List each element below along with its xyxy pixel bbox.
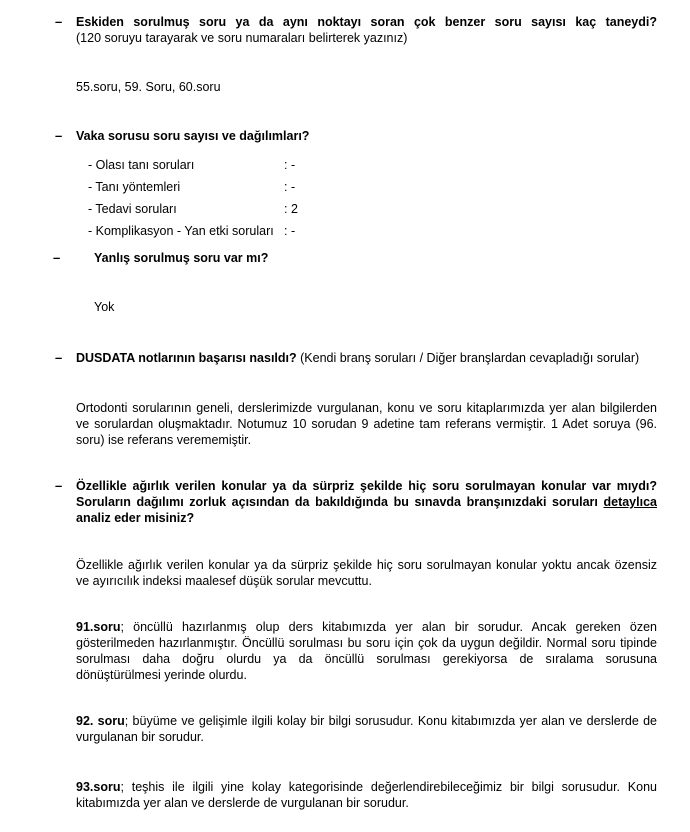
- analysis-line: dönüştürülmesi yerinde olurdu.: [76, 668, 247, 682]
- distribution-label: - Tedavi soruları: [88, 202, 177, 216]
- question-analysis-92: [76, 713, 657, 745]
- distribution-label: - Komplikasyon - Yan etki soruları: [88, 224, 274, 238]
- question-number: 92. soru: [76, 714, 125, 728]
- distribution-value: : 2: [284, 202, 298, 216]
- question-number: 91.soru: [76, 620, 121, 634]
- distribution-value: : -: [284, 158, 296, 172]
- answer-notes-success: [76, 400, 657, 448]
- emphasis-word: detaylıca: [603, 495, 657, 509]
- analysis-line: [76, 713, 657, 729]
- answer-repeated-questions: 55.soru, 59. Soru, 60.soru: [76, 80, 221, 94]
- question-wrong-questions: Yanlış sorulmuş soru var mı?: [94, 251, 269, 265]
- question-repeated-questions: Eskiden sorulmuş soru ya da aynı noktayı soran çok benzer soru sayısı kaç taneydi?: [76, 15, 657, 29]
- distribution-row: [88, 157, 295, 173]
- question-number: 93.soru: [76, 780, 121, 794]
- question-note: (Kendi branş soruları / Diğer branşlardan cevapladığı sorular): [296, 351, 640, 365]
- answer-line: ve ayırıcılık indeksi maalesef düşük sorular mevcuttu.: [76, 574, 372, 588]
- question-case-distribution: Vaka sorusu soru sayısı ve dağılımları?: [76, 129, 310, 143]
- question-analysis-93: [76, 779, 657, 811]
- answer-topic-distribution: [76, 557, 657, 589]
- bullet-dash: –: [55, 478, 63, 493]
- analysis-line: gösterilmeden hazırlanmıştır. Öncüllü sorulması bu soru için çok da uygun değildir. Normal soru tipinde: [76, 636, 657, 650]
- analysis-text: ; büyüme ve gelişimle ilgili kolay bir bilgi sorusudur. Konu kitabımızda yer alan ve derslerde de: [124, 714, 658, 728]
- question-line: [76, 494, 657, 510]
- analysis-line: [76, 619, 657, 635]
- answer-line: Ortodonti sorularının geneli, derslerimizde vurgulanan, konu ve soru kitaplarımızda yer alan bilgilerden: [76, 401, 657, 415]
- question-line: analiz eder misiniz?: [76, 511, 195, 525]
- analysis-text: ; öncüllü hazırlanmış olup ders kitabımızda yer alan bir sorudur. Ancak gereken özen: [120, 620, 657, 634]
- distribution-row: [88, 201, 298, 217]
- bullet-dash: –: [55, 128, 63, 143]
- bullet-dash: –: [55, 14, 63, 29]
- question-analysis-91: [76, 619, 657, 683]
- distribution-value: : -: [284, 180, 296, 194]
- analysis-line: kitabımızda yer alan ve derslerde de vurgulanan bir sorudur.: [76, 796, 409, 810]
- distribution-value: : -: [284, 224, 296, 238]
- distribution-row: [88, 179, 295, 195]
- question-topic-distribution: [76, 478, 657, 526]
- question-text: Soruların dağılımı zorluk açısından da bakıldığında bu sınavda branşınızdaki soruları: [76, 495, 604, 509]
- bullet-dash: –: [55, 350, 63, 365]
- question-notes-success: [76, 350, 639, 366]
- answer-line: soru) ise referans verememiştir.: [76, 433, 252, 447]
- analysis-line: [76, 779, 657, 795]
- analysis-line: sorulması daha doğru olurdu ya da öncüllü sorulması gerekiyorsa de sıralama sorusuna: [76, 652, 657, 666]
- distribution-label: - Olası tanı soruları: [88, 158, 195, 172]
- question-title: DUSDATA notlarının başarısı nasıldı?: [76, 351, 297, 365]
- question-note: (120 soruyu tarayarak ve soru numaraları belirterek yazınız): [76, 31, 408, 45]
- distribution-label: - Tanı yöntemleri: [88, 180, 181, 194]
- distribution-row: [88, 223, 295, 239]
- question-line: Özellikle ağırlık verilen konular ya da sürpriz şekilde hiç soru sorulmayan konular var mıydı?: [76, 479, 657, 493]
- bullet-dash: –: [53, 250, 61, 265]
- analysis-line: vurgulanan bir sorudur.: [76, 730, 204, 744]
- answer-line: Özellikle ağırlık verilen konular ya da sürpriz şekilde hiç soru sorulmayan konular yoktu ancak özensiz: [76, 558, 657, 572]
- answer-line: ve sorulardan oluşmaktadır. Notumuz 10 sorudan 9 adetine tam referans vermiştir. 1 Adet soruya (96.: [76, 417, 657, 431]
- answer-wrong-questions: Yok: [94, 300, 115, 314]
- analysis-text: ; teşhis ile ilgili yine kolay kategorisinde değerlendirebileceğimiz bir bilgi sorusudur. Konu: [120, 780, 657, 794]
